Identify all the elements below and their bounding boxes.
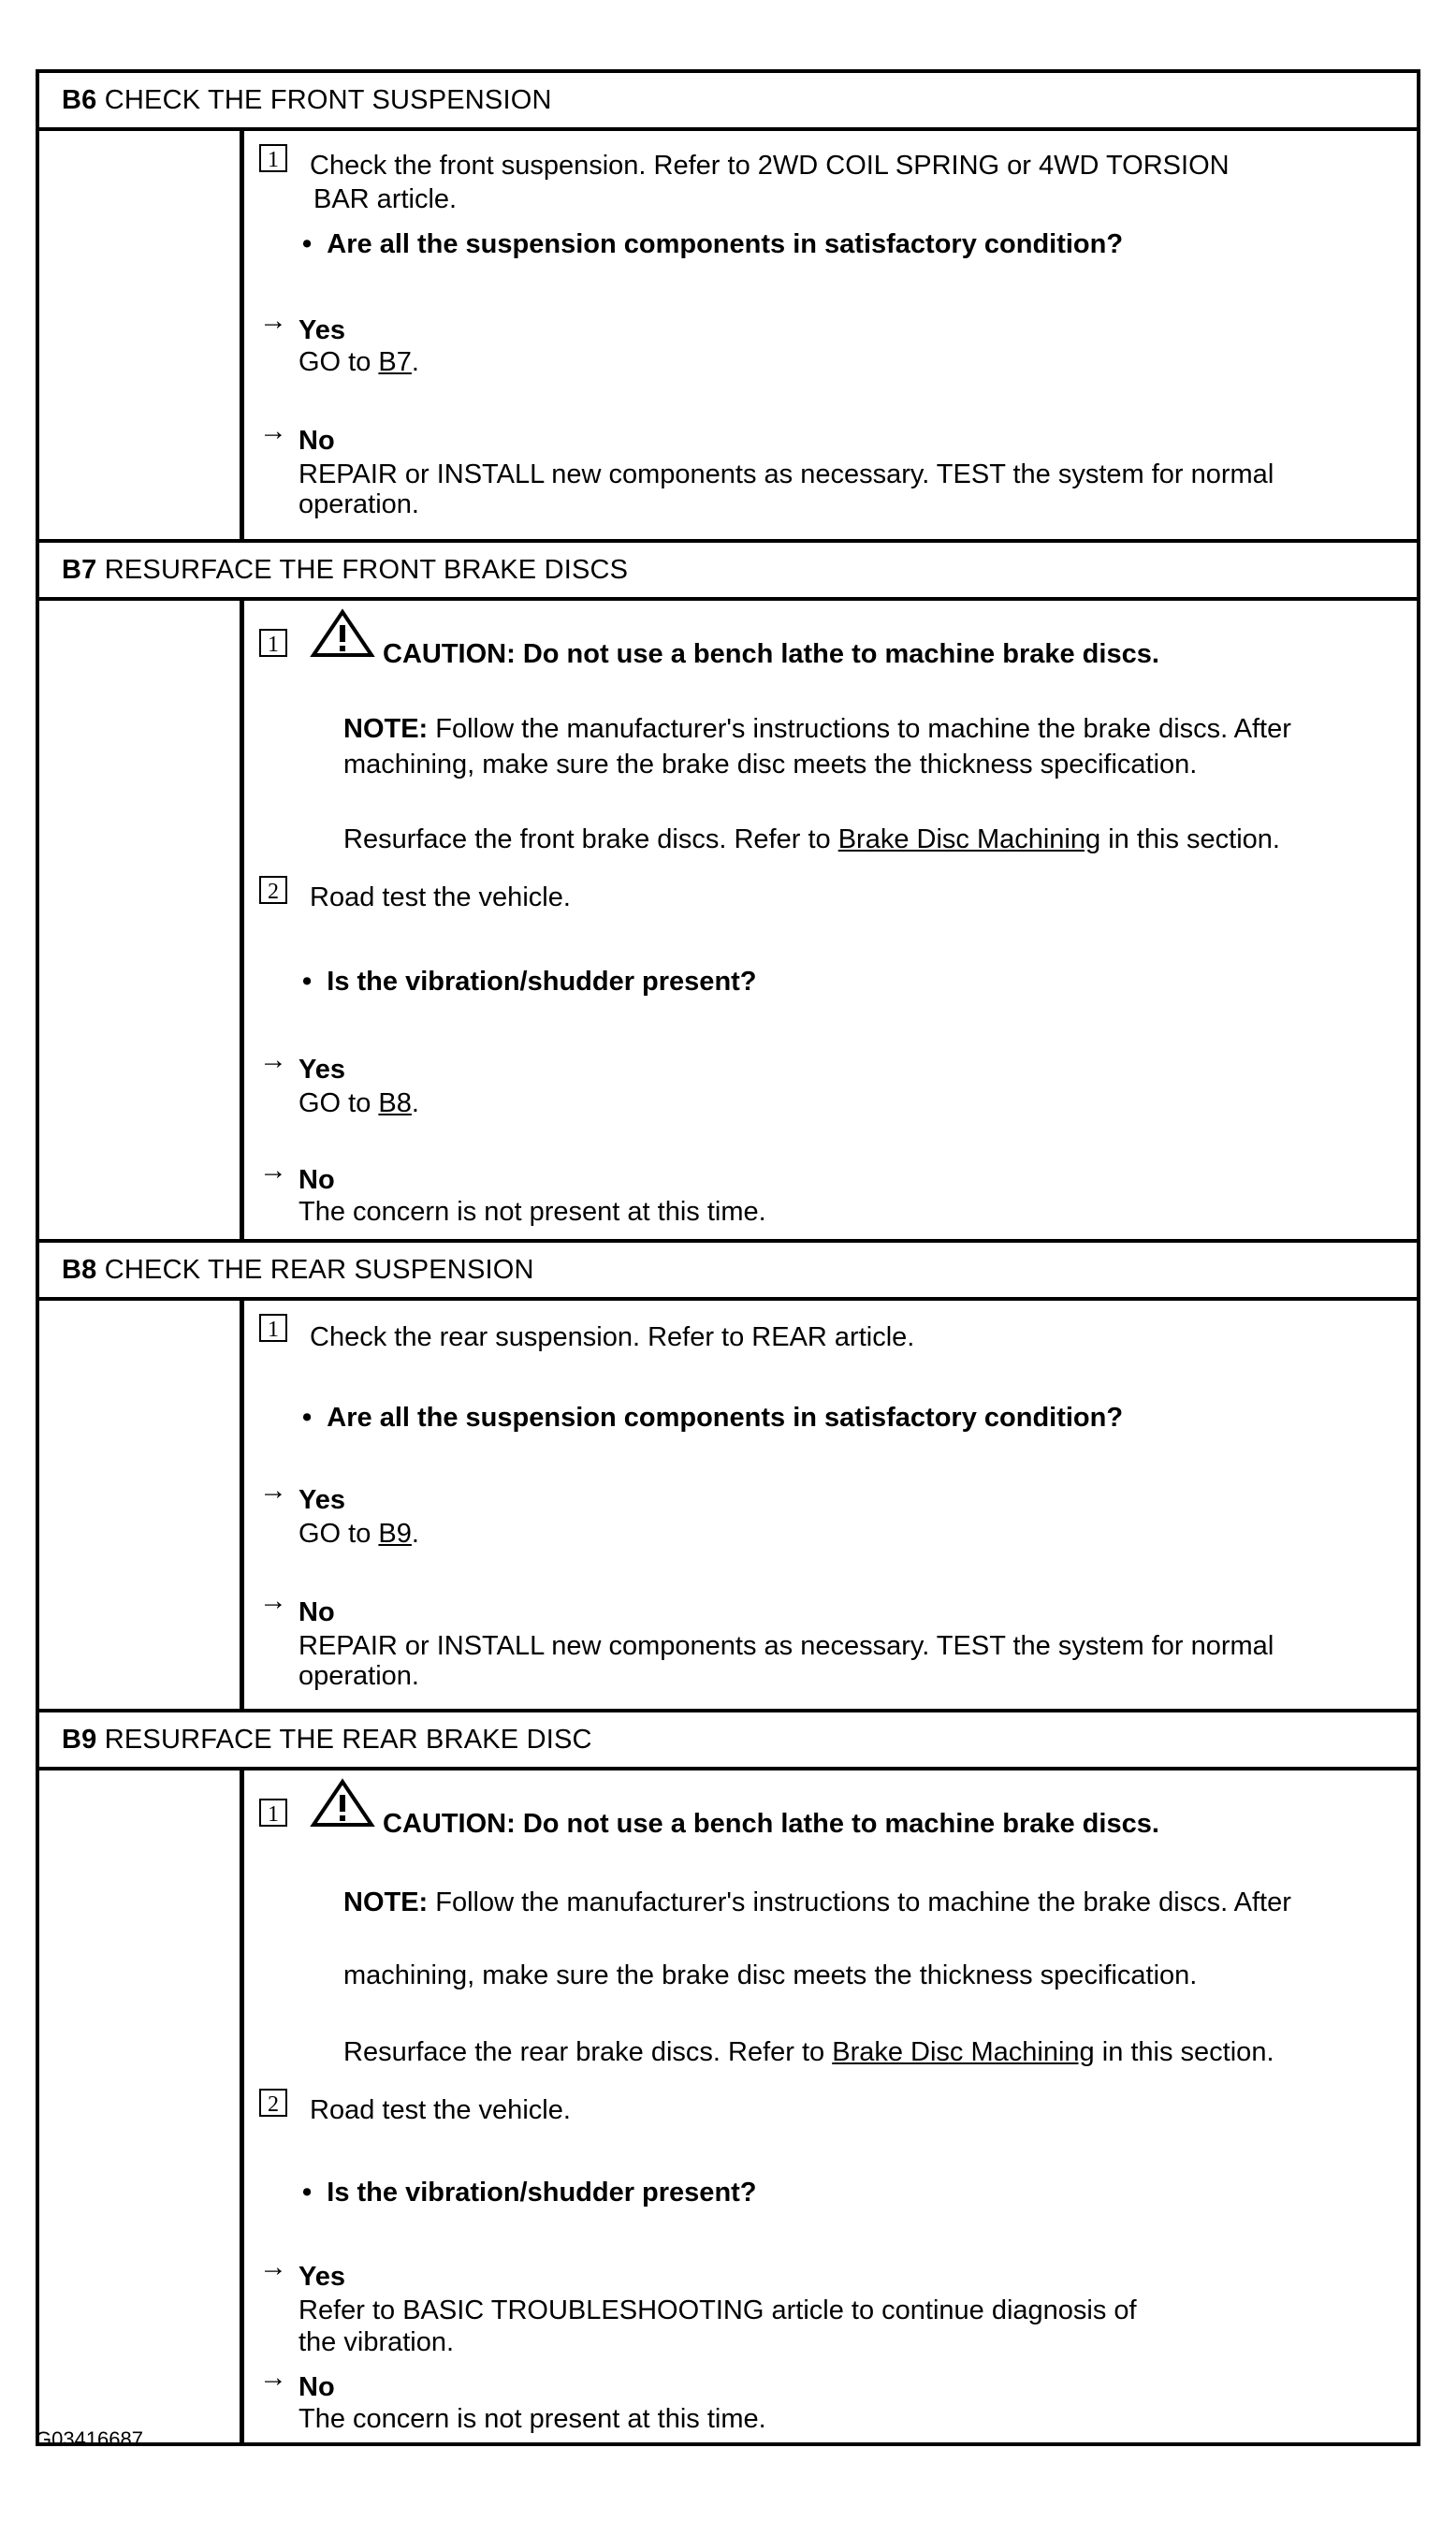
no-label: No	[298, 2372, 335, 2402]
step-number-box: 1	[259, 1314, 287, 1342]
yes-label: Yes	[298, 1485, 345, 1515]
arrow-right-icon: →	[259, 1044, 287, 1075]
question-text: Is the vibration/shudder present?	[327, 967, 757, 997]
arrow-right-icon: →	[259, 305, 287, 336]
step-number-box: 2	[259, 2089, 287, 2117]
section-title: RESURFACE THE REAR BRAKE DISC	[104, 1725, 592, 1755]
instruction-text: Resurface the rear brake discs. Refer to	[343, 2037, 833, 2067]
section-header	[39, 1712, 1417, 1771]
yes-action: the vibration.	[298, 2327, 455, 2357]
instruction-text: Resurface the front brake discs. Refer to	[343, 824, 838, 854]
left-column	[39, 1771, 244, 2442]
note-label: NOTE:	[343, 714, 429, 744]
arrow-right-icon: →	[259, 1475, 287, 1506]
section-title: CHECK THE FRONT SUSPENSION	[104, 85, 552, 115]
yes-text: GO to	[298, 347, 379, 377]
instruction-text: in this section.	[1094, 2037, 1274, 2067]
yes-text: GO to	[298, 1088, 379, 1118]
note-text: Follow the manufacturer's instructions to machine the brake discs. After	[428, 714, 1291, 744]
question	[302, 1402, 1123, 1434]
resurface-instruction	[343, 2036, 1274, 2068]
warning-triangle-icon	[310, 1778, 375, 1830]
bullet-icon: •	[302, 2178, 313, 2208]
no-action: operation.	[298, 1661, 419, 1691]
no-label: No	[298, 1597, 335, 1627]
question-text: Are all the suspension components in satisfactory condition?	[327, 1403, 1124, 1433]
bullet-icon: •	[302, 967, 313, 997]
resurface-instruction	[343, 823, 1280, 855]
no-action: REPAIR or INSTALL new components as necessary. TEST the system for normal	[298, 1631, 1274, 1661]
yes-suffix: .	[411, 1088, 419, 1118]
arrow-right-icon: →	[259, 1585, 287, 1616]
note-label: NOTE:	[343, 1887, 429, 1917]
no-action: operation.	[298, 489, 419, 519]
note	[343, 713, 1291, 745]
section-code: B6	[62, 85, 97, 115]
arrow-right-icon: →	[259, 2251, 287, 2282]
bullet-icon: •	[302, 229, 313, 259]
yes-action	[298, 346, 419, 378]
section-header	[39, 543, 1417, 601]
goto-link-b8[interactable]: B8	[378, 1088, 412, 1118]
yes-action	[298, 1518, 419, 1550]
section-content	[244, 131, 1417, 539]
yes-label: Yes	[298, 1055, 345, 1085]
note-text: machining, make sure the brake disc meets the thickness specification.	[343, 750, 1198, 780]
figure-id: G03416687	[36, 2427, 143, 2451]
step-text: Check the front suspension. Refer to 2WD COIL SPRING or 4WD TORSION	[310, 151, 1230, 181]
yes-suffix: .	[411, 347, 419, 377]
no-label: No	[298, 426, 335, 456]
section-content	[244, 1771, 1417, 2442]
section-content	[244, 1301, 1417, 1709]
yes-label: Yes	[298, 2262, 345, 2292]
arrow-right-icon: →	[259, 2362, 287, 2393]
no-label: No	[298, 1165, 335, 1195]
question	[302, 2177, 757, 2208]
yes-action	[298, 1087, 419, 1119]
troubleshooting-table	[36, 69, 1420, 2446]
step-number-box: 1	[259, 629, 287, 657]
no-action: REPAIR or INSTALL new components as necessary. TEST the system for normal	[298, 459, 1274, 489]
section-content	[244, 601, 1417, 1239]
bullet-icon: •	[302, 1403, 313, 1433]
section-title: RESURFACE THE FRONT BRAKE DISCS	[104, 555, 629, 585]
section-code: B9	[62, 1725, 97, 1755]
step-number-box: 1	[259, 144, 287, 172]
section-header	[39, 73, 1417, 131]
question-text: Is the vibration/shudder present?	[327, 2178, 757, 2208]
section-title: CHECK THE REAR SUSPENSION	[104, 1255, 534, 1285]
step-text: Check the rear suspension. Refer to REAR article.	[310, 1322, 915, 1352]
brake-disc-machining-link[interactable]: Brake Disc Machining	[832, 2037, 1095, 2067]
section-b6	[36, 69, 1420, 539]
goto-link-b9[interactable]: B9	[378, 1519, 412, 1549]
left-column	[39, 131, 244, 539]
no-action: The concern is not present at this time.	[298, 1197, 766, 1227]
left-column	[39, 1301, 244, 1709]
question	[302, 228, 1123, 260]
step-text: Road test the vehicle.	[310, 2095, 571, 2125]
note	[343, 1887, 1291, 1918]
goto-link-b7[interactable]: B7	[378, 347, 412, 377]
step-text: BAR article.	[313, 184, 458, 214]
step-text: Road test the vehicle.	[310, 882, 571, 912]
section-b8	[36, 1239, 1420, 1709]
brake-disc-machining-link[interactable]: Brake Disc Machining	[837, 824, 1101, 854]
yes-suffix: .	[411, 1519, 419, 1549]
section-b7	[36, 539, 1420, 1239]
no-action: The concern is not present at this time.	[298, 2404, 766, 2434]
section-code: B8	[62, 1255, 97, 1285]
warning-triangle-icon	[310, 608, 375, 661]
section-code: B7	[62, 555, 97, 585]
yes-text: GO to	[298, 1519, 379, 1549]
note-text: Follow the manufacturer's instructions to machine the brake discs. After	[428, 1887, 1291, 1917]
caution-text: CAUTION: Do not use a bench lathe to machine brake discs.	[383, 639, 1159, 669]
arrow-right-icon: →	[259, 1155, 287, 1186]
arrow-right-icon: →	[259, 415, 287, 446]
step-number-box: 2	[259, 876, 287, 904]
question	[302, 966, 757, 998]
section-b9	[36, 1709, 1420, 2446]
yes-label: Yes	[298, 315, 345, 345]
note-text: machining, make sure the brake disc meets the thickness specification.	[343, 1960, 1198, 1990]
left-column	[39, 601, 244, 1239]
instruction-text: in this section.	[1100, 824, 1280, 854]
section-header	[39, 1243, 1417, 1301]
caution-text: CAUTION: Do not use a bench lathe to machine brake discs.	[383, 1809, 1159, 1839]
step-number-box: 1	[259, 1799, 287, 1827]
yes-action: Refer to BASIC TROUBLESHOOTING article to continue diagnosis of	[298, 2295, 1137, 2325]
question-text: Are all the suspension components in satisfactory condition?	[327, 229, 1124, 259]
